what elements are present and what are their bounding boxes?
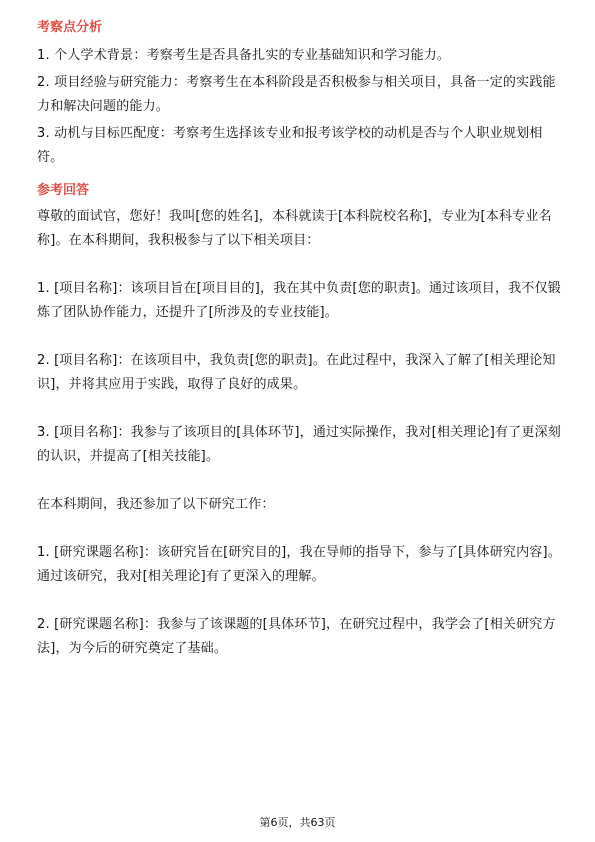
analysis-item: 2. 项目经验与研究能力：考察考生在本科阶段是否积极参与相关项目，具备一定的实践能力和解决问题的能力。 bbox=[37, 75, 556, 114]
project-item: 2. [项目名称]：在该项目中，我负责[您的职责]。在此过程中，我深入了解了[相关理论知识]，并将其应用于实践，取得了良好的成果。 bbox=[37, 353, 556, 392]
analysis-heading: 考察点分析 bbox=[37, 20, 103, 35]
answer-intro: 尊敬的面试官，您好！我叫[您的姓名]，本科就读于[本科院校名称]，专业为[本科专业名称]。在本科期间，我积极参与了以下相关项目： bbox=[37, 209, 552, 248]
analysis-list bbox=[37, 44, 562, 170]
project-item: 1. [项目名称]：该项目旨在[项目目的]，我在其中负责[您的职责]。通过该项目，我不仅锻炼了团队协作能力，还提升了[所涉及的专业技能]。 bbox=[37, 281, 561, 320]
answer-body bbox=[37, 205, 562, 661]
analysis-item: 1. 个人学术背景：考察考生是否具备扎实的专业基础知识和学习能力。 bbox=[37, 48, 451, 63]
research-intro: 在本科期间，我还参加了以下研究工作： bbox=[37, 497, 275, 512]
project-item: 3. [项目名称]：我参与了该项目的[具体环节]，通过实际操作，我对[相关理论]有了更深刻的认识，并提高了[相关技能]。 bbox=[37, 425, 561, 464]
document-page bbox=[37, 18, 562, 661]
research-item: 1. [研究课题名称]：该研究旨在[研究目的]，我在导师的指导下，参与了[具体研究内容]。通过该研究，我对[相关理论]有了更深入的理解。 bbox=[37, 545, 561, 584]
page-number: 第6页，共63页 bbox=[259, 816, 336, 829]
analysis-item: 3. 动机与目标匹配度：考察考生选择该专业和报考该学校的动机是否与个人职业规划相符。 bbox=[37, 126, 543, 165]
research-item: 2. [研究课题名称]：我参与了该课题的[具体环节]，在研究过程中，我学会了[相关研究方法]，为今后的研究奠定了基础。 bbox=[37, 617, 556, 656]
answer-heading: 参考回答 bbox=[37, 183, 90, 198]
